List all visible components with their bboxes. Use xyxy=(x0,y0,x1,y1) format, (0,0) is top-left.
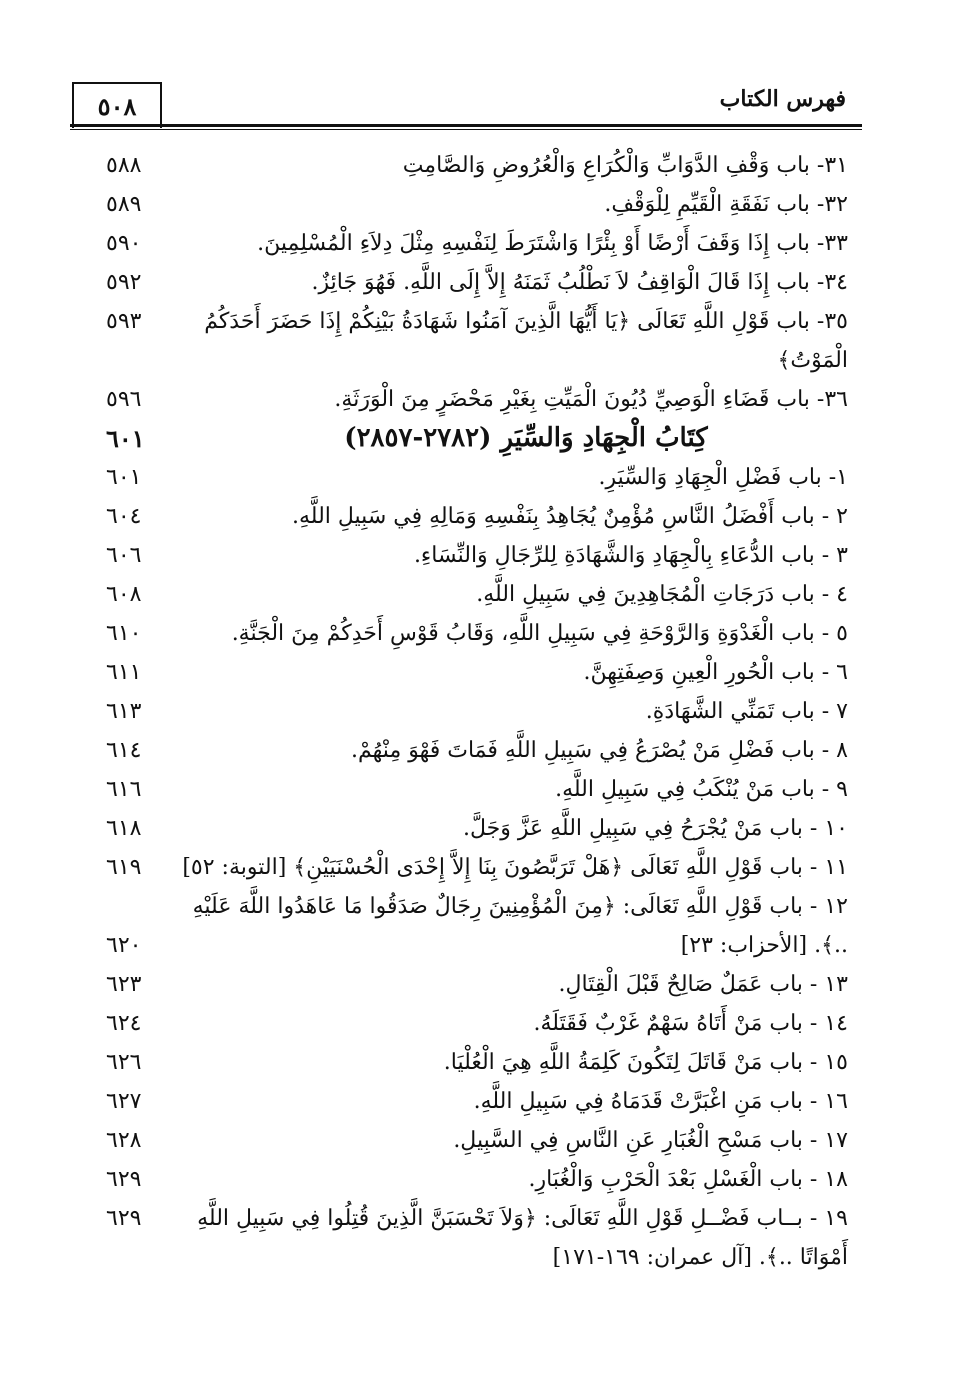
toc-entry xyxy=(70,1082,862,1121)
entry-title: ٣٢- باب نَفَقَةِ الْقَيِّمِ لِلْوَقْفِ. xyxy=(604,192,848,217)
entry-title: ٥ - باب الْغَدْوَةِ وَالرَّوْحَةِ فِي سَبِيلِ اللَّهِ، وَقَابُ قَوْسِ أَحَدِكُمْ مِنَ الْجَنَّةِ. xyxy=(231,621,848,646)
entry-page-number: ٦٢٣ xyxy=(106,972,142,997)
toc-entry xyxy=(70,614,862,653)
entry-title: ٦ - باب الْحُورِ الْعِينِ وَصِفَتِهِنَّ. xyxy=(583,660,848,685)
entry-page-number: ٦٢٨ xyxy=(106,1128,142,1153)
running-title: فهرس الكتاب xyxy=(719,86,846,112)
entry-title: ١١ - باب قَوْلِ اللَّهِ تَعَالَى ﴿هَلْ تَرَبَّصُونَ بِنَا إِلاَّ إِحْدَى الْحُسْنَيَيْنِ﴾ [التوبة: ٥٢] xyxy=(182,855,848,880)
entry-page-number: ٥٩٠ xyxy=(106,231,142,256)
entry-title: ٢ - باب أَفْضَلُ النَّاسِ مُؤْمِنٌ يُجَاهِدُ بِنَفْسِهِ وَمَالِهِ فِي سَبِيلِ اللَّهِ. xyxy=(292,504,848,529)
toc-entry xyxy=(70,458,862,497)
toc-section-heading xyxy=(70,419,862,458)
entry-page-number: ٦٠٤ xyxy=(106,504,142,529)
entry-title: ٣١- باب وَقْفِ الدَّوَابِّ وَالْكُرَاعِ وَالْعُرُوضِ وَالصَّامِتِ xyxy=(402,153,848,178)
toc-entry xyxy=(70,1199,862,1277)
toc-entry xyxy=(70,653,862,692)
toc-entry xyxy=(70,497,862,536)
entry-title: ٣٥- باب قَوْلِ اللَّهِ تَعَالَى ﴿يَا أَيُّهَا الَّذِينَ آمَنُوا شَهَادَةُ بَيْنِكُمْ إِذَا حَضَرَ أَحَدَكُمُ الْمَوْتُ﴾ xyxy=(204,309,848,373)
entry-title: ١٣ - باب عَمَلٌ صَالِحٌ قَبْلَ الْقِتَالِ. xyxy=(558,972,848,997)
entry-page-number: ٦٠١ xyxy=(106,424,145,453)
entry-title: ١- باب فَضْلِ الْجِهَادِ وَالسِّيَرِ. xyxy=(598,465,848,490)
entry-title: ٨ - باب فَضْلِ مَنْ يُصْرَعُ فِي سَبِيلِ اللَّهِ فَمَاتَ فَهْوَ مِنْهُمْ. xyxy=(351,738,848,763)
header-rule-thin xyxy=(70,129,862,130)
entry-page-number: ٦٢٧ xyxy=(106,1089,142,1114)
entry-page-number: ٦٢٤ xyxy=(106,1011,142,1036)
entry-page-number: ٦٢٩ xyxy=(106,1167,142,1192)
entry-page-number: ٦٠١ xyxy=(106,465,142,490)
page-header xyxy=(70,72,862,128)
page-number-box xyxy=(72,82,162,128)
toc-entry xyxy=(70,536,862,575)
toc-entry xyxy=(70,692,862,731)
toc-entry xyxy=(70,380,862,419)
entry-page-number: ٦١٩ xyxy=(106,855,142,880)
entry-page-number: ٥٩٣ xyxy=(106,309,142,334)
entry-title: ١٥ - باب مَنْ قَاتَلَ لِتَكُونَ كَلِمَةُ اللَّهِ هِيَ الْعُلْيَا. xyxy=(443,1050,848,1075)
entry-title: ١٧ - باب مَسْحِ الْغُبَارِ عَنِ النَّاسِ فِي السَّبِيلِ. xyxy=(453,1128,848,1153)
toc-entry xyxy=(70,965,862,1004)
entry-title: ٣٣- باب إِذَا وَقَفَ أَرْضًا أَوْ بِئْرًا وَاشْتَرَطَ لِنَفْسِهِ مِثْلَ دِلاَءِ الْمُسْلِمِينَ. xyxy=(257,231,848,256)
entry-title: ١٠ - باب مَنْ يُجْرَحُ فِي سَبِيلِ اللَّهِ عَزَّ وَجَلَّ. xyxy=(462,816,848,841)
toc-entry xyxy=(70,263,862,302)
table-of-contents xyxy=(70,146,862,1277)
entry-page-number: ٦١٣ xyxy=(106,699,142,724)
toc-entry xyxy=(70,224,862,263)
entry-title: ٣٦- باب قَضَاءِ الْوَصِيِّ دُيُونَ الْمَيِّتِ بِغَيْرِ مَحْضَرٍ مِنَ الْوَرَثَةِ. xyxy=(334,387,848,412)
toc-entry xyxy=(70,770,862,809)
entry-title: ٣ - باب الدُّعَاءِ بِالْجِهَادِ وَالشَّهَادَةِ لِلرِّجَالِ وَالنِّسَاءِ. xyxy=(413,543,848,568)
entry-page-number: ٦١٠ xyxy=(106,621,142,646)
entry-title: ١٦ - باب مَنِ اغْبَرَّتْ قَدَمَاهُ فِي سَبِيلِ اللَّهِ. xyxy=(473,1089,848,1114)
book-page xyxy=(70,72,862,1362)
toc-entry xyxy=(70,146,862,185)
entry-page-number: ٥٩٢ xyxy=(106,270,142,295)
entry-page-number: ٦١١ xyxy=(106,660,142,685)
entry-title: ٤ - باب دَرَجَاتِ الْمُجَاهِدِينَ فِي سَبِيلِ اللَّهِ. xyxy=(476,582,848,607)
entry-page-number: ٦٠٦ xyxy=(106,543,142,568)
entry-page-number: ٥٨٨ xyxy=(106,153,142,178)
entry-page-number: ٦١٤ xyxy=(106,738,142,763)
entry-title: ١٤ - باب مَنْ أَتَاهُ سَهْمٌ غَرْبٌ فَقَتَلَهُ. xyxy=(533,1011,848,1036)
entry-page-number: ٥٩٦ xyxy=(106,387,142,412)
toc-entry xyxy=(70,1121,862,1160)
toc-entry xyxy=(70,1160,862,1199)
page-number: ٥٠٨ xyxy=(97,91,137,121)
toc-entry xyxy=(70,185,862,224)
toc-entry xyxy=(70,848,862,887)
entry-title: ١٢ - باب قَوْلِ اللَّهِ تَعَالَى: ﴿مِنَ الْمُؤْمِنِينَ رِجَالٌ صَدَقُوا مَا عَاهَدُوا اللَّهَ عَلَيْهِ ..﴾. [الأحزاب: ٢٣] xyxy=(192,894,848,958)
toc-entry xyxy=(70,809,862,848)
toc-entry xyxy=(70,575,862,614)
header-rule-thick xyxy=(70,124,862,127)
toc-entry xyxy=(70,731,862,770)
entry-page-number: ٦٢٩ xyxy=(106,1206,142,1231)
toc-entry xyxy=(70,302,862,380)
entry-title: ١٩ - بــاب فَضْــلِ قَوْلِ اللَّهِ تَعَالَى: ﴿وَلاَ تَحْسَبَنَّ الَّذِينَ قُتِلُوا فِي سَبِيلِ اللَّهِ أَمْوَاتًا ..﴾. [آل عمران: ١٦٩-١٧١] xyxy=(197,1206,848,1270)
entry-title: ٣٤- باب إِذَا قَالَ الْوَاقِفُ لاَ نَطْلُبُ ثَمَنَهُ إِلاَّ إِلَى اللَّهِ. فَهُوَ جَائِزٌ. xyxy=(311,270,848,295)
entry-page-number: ٦٢٠ xyxy=(106,933,142,958)
entry-page-number: ٦١٦ xyxy=(106,777,142,802)
entry-page-number: ٦٢٦ xyxy=(106,1050,142,1075)
entry-page-number: ٥٨٩ xyxy=(106,192,142,217)
entry-page-number: ٦٠٨ xyxy=(106,582,142,607)
entry-title: ١٨ - باب الْغَسْلِ بَعْدَ الْحَرْبِ وَالْغُبَارِ. xyxy=(528,1167,848,1192)
entry-page-number: ٦١٨ xyxy=(106,816,142,841)
toc-entry xyxy=(70,1043,862,1082)
toc-entry xyxy=(70,887,862,965)
entry-title: ٧ - باب تَمَنِّي الشَّهَادَةِ. xyxy=(645,699,848,724)
entry-title: ٩ - باب مَنْ يُنْكَبُ فِي سَبِيلِ اللَّهِ. xyxy=(555,777,848,802)
toc-entry xyxy=(70,1004,862,1043)
section-title: كِتَابُ الْجِهَادِ وَالسِّيَرِ (٢٧٨٢-٢٨٥٧) xyxy=(344,423,708,453)
